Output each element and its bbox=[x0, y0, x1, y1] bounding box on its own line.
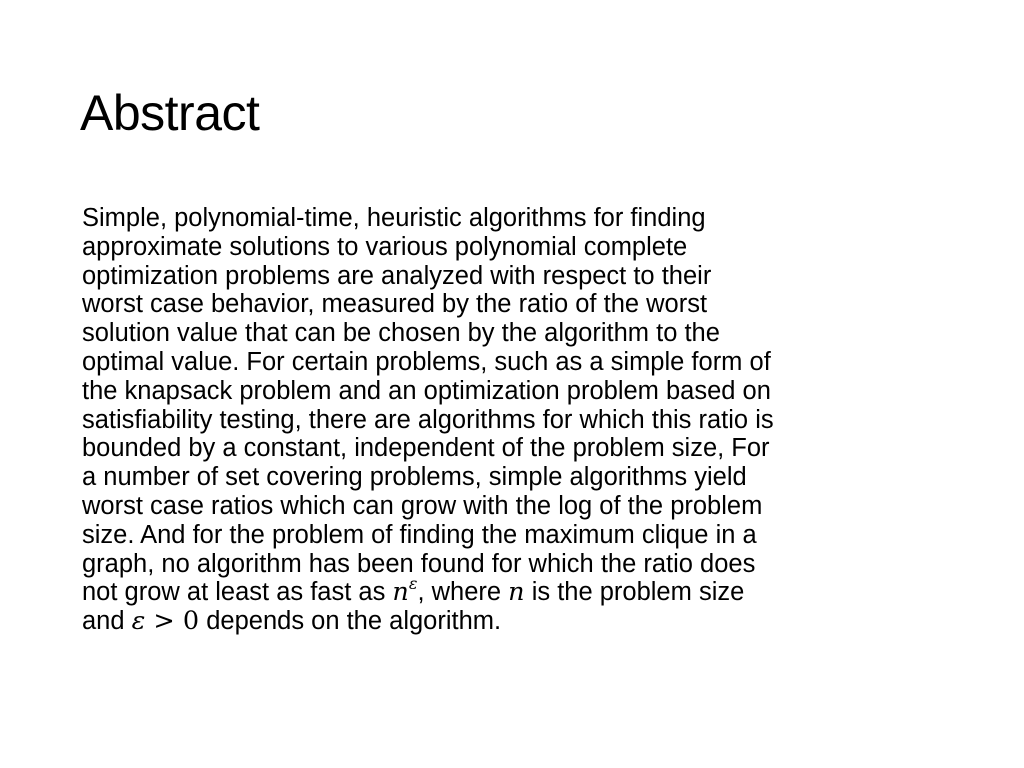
line-text: , where bbox=[417, 578, 509, 607]
paragraph-line: worst case ratios which can grow with the log of the problem bbox=[82, 491, 763, 520]
abstract-paragraph bbox=[82, 204, 962, 636]
math-epsilon-exponent: ε bbox=[408, 574, 418, 594]
paragraph-line: a number of set covering problems, simple algorithms yield bbox=[82, 463, 747, 492]
line-text: not grow at least as fast as bbox=[82, 578, 393, 607]
paragraph-line: satisfiability testing, there are algorithms for which this ratio is bbox=[82, 405, 774, 434]
paragraph-line: optimal value. For certain problems, such as a simple form of bbox=[82, 347, 771, 376]
paragraph-line: bounded by a constant, independent of the problem size, For bbox=[82, 434, 770, 463]
paragraph-line: optimization problems are analyzed with respect to their bbox=[82, 261, 712, 290]
line-text: and bbox=[82, 607, 132, 636]
slide-title: Abstract bbox=[80, 85, 260, 141]
paragraph-line-with-math bbox=[82, 574, 962, 608]
math-epsilon: ε bbox=[131, 606, 146, 637]
math-n-variable: n bbox=[508, 577, 525, 608]
paragraph-line: solution value that can be chosen by the algorithm to the bbox=[82, 319, 720, 348]
paragraph-line-with-math bbox=[82, 607, 962, 636]
math-greater-than-zero: > 0 bbox=[145, 606, 200, 637]
paragraph-line: size. And for the problem of finding the maximum clique in a bbox=[82, 520, 757, 549]
paragraph-line: approximate solutions to various polynomial complete bbox=[82, 232, 688, 261]
paragraph-line: worst case behavior, measured by the ratio of the worst bbox=[82, 290, 708, 319]
line-text: is the problem size bbox=[524, 578, 745, 607]
line-text: depends on the algorithm. bbox=[199, 607, 502, 636]
paragraph-line: Simple, polynomial-time, heuristic algorithms for finding bbox=[82, 204, 706, 232]
paragraph-line: graph, no algorithm has been found for which the ratio does bbox=[82, 549, 756, 578]
math-n-base: n bbox=[392, 577, 409, 608]
paragraph-line: the knapsack problem and an optimization problem based on bbox=[82, 376, 771, 405]
